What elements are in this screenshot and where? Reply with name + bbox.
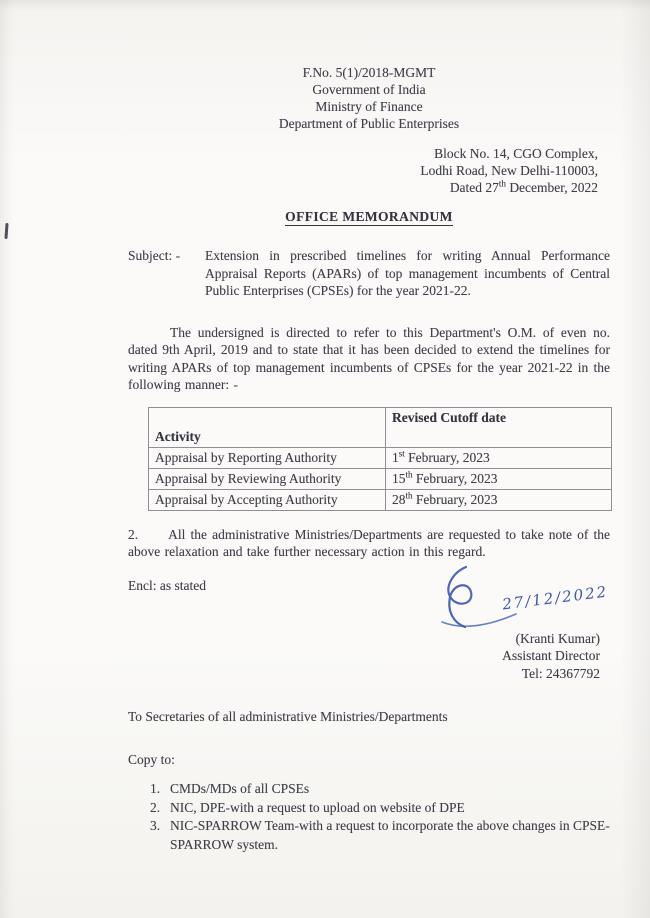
date-day: 1 <box>392 449 399 465</box>
signature-area <box>128 568 610 622</box>
date-day: 28 <box>392 491 406 507</box>
list-item-number: 2. <box>150 799 161 815</box>
address-line-1: Block No. 14, CGO Complex, <box>434 146 598 161</box>
copy-to-label: Copy to: <box>128 752 175 767</box>
table-row <box>149 489 612 510</box>
addressee-line: To Secretaries of all administrative Ministries/Departments <box>128 709 448 724</box>
column-header-revised-cutoff: Revised Cutoff date <box>392 409 506 425</box>
date-ordinal: th <box>405 469 413 479</box>
org-line-2: Ministry of Finance <box>315 99 423 114</box>
date-day: 15 <box>392 470 406 486</box>
dated-ordinal: th <box>498 178 506 189</box>
date-rest: February, 2023 <box>404 449 490 465</box>
activity-cell: Appraisal by Reviewing Authority <box>149 468 386 489</box>
letterhead <box>128 64 610 132</box>
cutoff-date-table <box>148 407 612 511</box>
handwritten-date: 27/12/2022 <box>500 582 609 613</box>
dated-prefix: Dated 27 <box>449 180 499 195</box>
list-item <box>150 817 610 854</box>
signatory-block <box>128 630 600 683</box>
address-block <box>128 145 598 196</box>
column-header-activity: Activity <box>155 428 201 444</box>
list-item-text: CMDs/MDs of all CPSEs <box>170 781 310 796</box>
org-line-3: Department of Public Enterprises <box>278 116 460 131</box>
signatory-designation: Assistant Director <box>502 648 600 663</box>
list-item-number: 1. <box>150 781 161 796</box>
date-cell <box>386 468 612 489</box>
list-item-number: 3. <box>150 818 161 833</box>
dated-line <box>128 179 598 196</box>
copy-to-list <box>150 780 610 854</box>
subject-label: Subject: - <box>128 248 181 263</box>
date-ordinal: st <box>398 448 405 458</box>
subject-block <box>128 247 610 300</box>
address-line-2: Lodhi Road, New Delhi-110003, <box>420 163 598 178</box>
dated-rest: December, 2022 <box>505 180 598 195</box>
table-header-row <box>149 407 612 447</box>
signatory-name: (Kranti Kumar) <box>515 630 600 646</box>
table-row <box>149 468 612 489</box>
title-row <box>128 208 610 225</box>
paragraph-1: The undersigned is directed to refer to this Department's O.M. of even no. dated 9th April, 2019 and to state that it has been decided to extend the timelines for writing APARs of top management incumbents of CPSEs for the year 2021-22 in the following manner: - <box>128 324 610 392</box>
document-title: OFFICE MEMORANDUM <box>285 209 453 224</box>
date-ordinal: th <box>405 490 413 500</box>
paragraph-2 <box>128 526 610 561</box>
org-line-1: Government of India <box>312 82 426 97</box>
table-row <box>149 447 612 468</box>
date-cell <box>386 489 612 510</box>
list-item <box>150 780 610 799</box>
subject-text: Extension in prescribed timelines for writing Annual Performance Appraisal Reports (APARs) of top management incumbents of Central Public Enterprises (CPSEs) for the year 2021-22. <box>205 248 610 298</box>
file-number: F.No. 5(1)/2018-MGMT <box>302 65 436 80</box>
paragraph-2-number: 2. <box>128 526 139 542</box>
list-item-text: NIC-SPARROW Team-with a request to incorporate the above changes in CPSE-SPARROW system. <box>170 818 610 852</box>
date-rest: February, 2023 <box>412 470 498 486</box>
activity-cell: Appraisal by Reporting Authority <box>149 447 386 468</box>
date-cell <box>386 447 612 468</box>
date-rest: February, 2023 <box>412 491 498 507</box>
paragraph-2-text: All the administrative Ministries/Departments are requested to take note of the above relaxation and take further necessary action in this regard. <box>128 526 610 559</box>
list-item-text: NIC, DPE-with a request to upload on website of DPE <box>170 799 465 815</box>
signatory-telephone: Tel: 24367792 <box>521 665 600 681</box>
activity-cell: Appraisal by Accepting Authority <box>149 489 386 510</box>
list-item <box>150 799 610 818</box>
enclosure-note: Encl: as stated <box>128 577 206 593</box>
